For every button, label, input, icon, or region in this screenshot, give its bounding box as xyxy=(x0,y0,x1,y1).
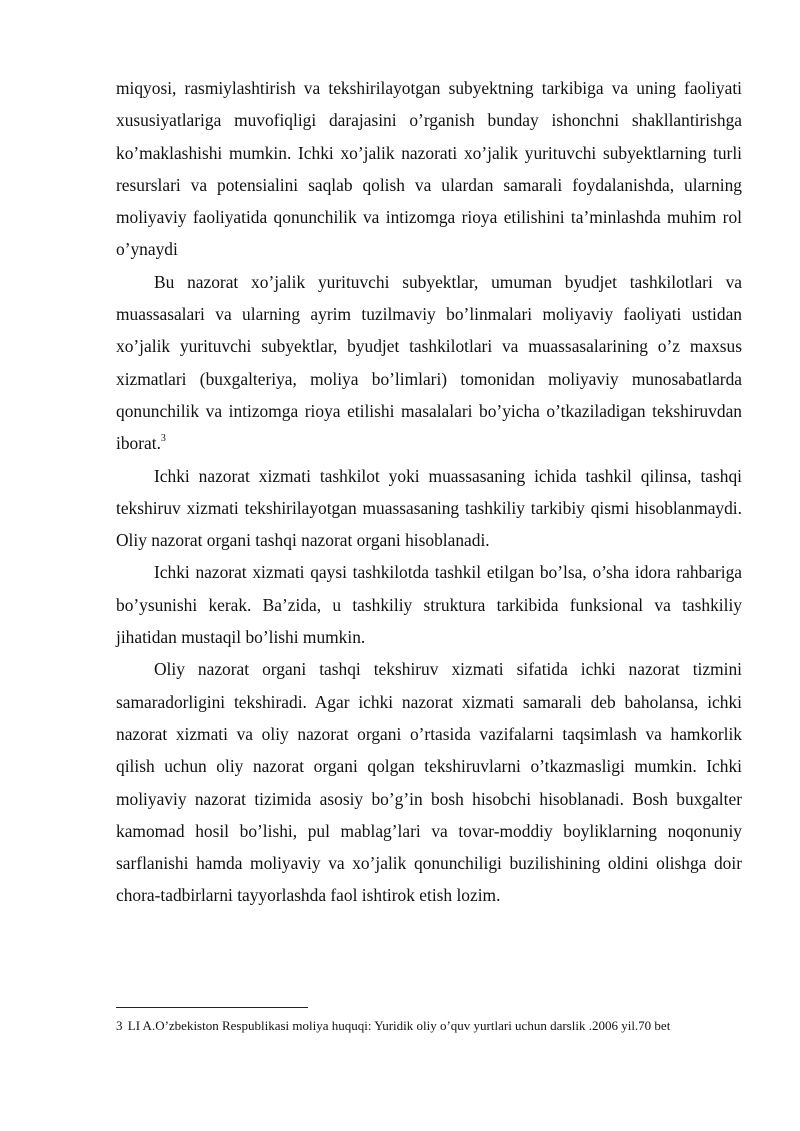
paragraph-5-text: Oliy nazorat organi tashqi tekshiruv xizmati sifatida ichki nazorat tizmini samaradorligini tekshiradi. Agar ichki nazorat xizmati samarali deb baholansa, ichki nazorat xizmati va oliy nazorat organi o’rtasida vazifalarni taqsimlash va hamkorlik qilish uchun oliy nazorat organi qolgan tekshiruvlarni o’tkazmasligi mumkin. Ichki moliyaviy nazorat tizimida asosiy bo’g’in bosh hisobchi hisoblanadi. Bosh buxgalter kamomad hosil bo’lishi, pul mablag’lari va tovar-moddiy boyliklarning noqonuniy sarflanishi hamda moliyaviy va xo’jalik qonunchiligi buzilishining oldini olishga doir chora-tadbirlarni tayyorlashda faol ishtirok etish lozim. xyxy=(116,659,742,906)
footnote-reference[interactable]: 3 xyxy=(160,433,166,445)
paragraph-3 xyxy=(116,460,742,557)
footnote-separator xyxy=(116,1007,308,1008)
paragraph-5 xyxy=(116,653,742,911)
footnote-text: LI A.O’zbekiston Respublikasi moliya huquqi: Yuridik oliy o’quv yurtlari uchun darslik .2006 yil.70 bet xyxy=(127,1018,671,1033)
paragraph-4 xyxy=(116,556,742,653)
footnote xyxy=(116,1016,742,1035)
paragraph-2-text: Bu nazorat xo’jalik yurituvchi subyektlar, umuman byudjet tashkilotlari va muassasalari va ularning ayrim tuzilmaviy bo’linmalari moliyaviy faoliyati ustidan xo’jalik yurituvchi subyektlar, byudjet tashkilotlari va muassasalarining o’z maxsus xizmatlari (buxgalteriya, moliya bo’limlari) tomonidan moliyaviy munosabatlarda qonunchilik va intizomga rioya etilishi masalalari bo’yicha o’tkaziladigan tekshiruvdan iborat. xyxy=(116,271,742,454)
paragraph-1 xyxy=(116,72,742,266)
body-text xyxy=(116,72,742,912)
paragraph-1-text: miqyosi, rasmiylashtirish va tekshirilayotgan subyektning tarkibiga va uning faoliyati xususiyatlariga muvofiqligi darajasini o’rganish bunday ishonchni shakllantirishga ko’maklashishi mumkin. Ichki xo’jalik nazorati xo’jalik yurituvchi subyektlarning turli resurslari va potensialini saqlab qolish va ulardan samarali foydalanishda, ularning moliyaviy faoliyatida qonunchilik va intizomga rioya etilishini ta’minlashda muhim rol o’ynaydi xyxy=(116,78,742,260)
paragraph-2 xyxy=(116,266,742,460)
paragraph-3-text: Ichki nazorat xizmati tashkilot yoki muassasaning ichida tashkil qilinsa, tashqi tekshiruv xizmati tekshirilayotgan muassasaning tashkiliy tarkibiy qismi hisoblanmaydi. Oliy nazorat organi tashqi nazorat organi hisoblanadi. xyxy=(116,465,742,551)
footnote-number: 3 xyxy=(116,1018,123,1033)
paragraph-4-text: Ichki nazorat xizmati qaysi tashkilotda tashkil etilgan bo’lsa, o’sha idora rahbariga bo’ysunishi kerak. Ba’zida, u tashkiliy struktura tarkibida funksional va tashkiliy jihatidan mustaqil bo’lishi mumkin. xyxy=(116,562,742,648)
